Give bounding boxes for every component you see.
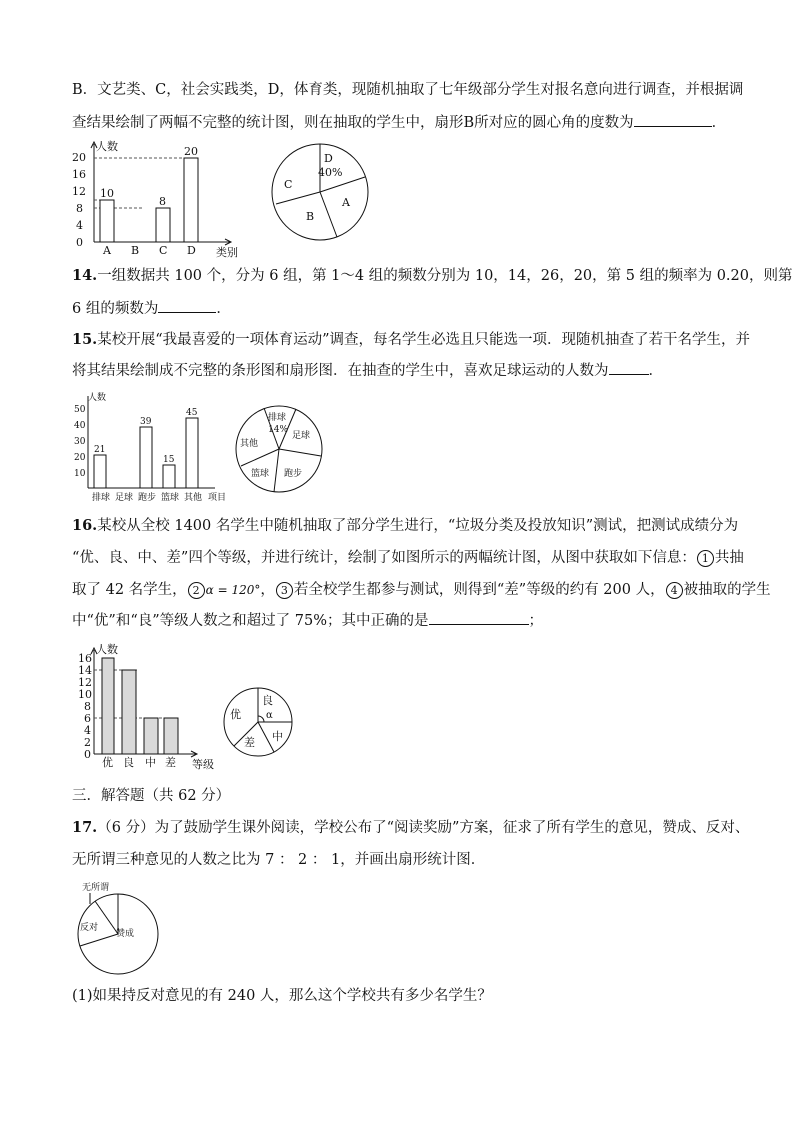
- q13-line1: B．文艺类、C，社会实践类，D，体育类，现随机抽取了七年级部分学生对报名意向进行调查，并根据调: [72, 82, 744, 98]
- q17-line2: 无所谓三种意见的人数之比为 7 ： 2 ： 1，并画出扇形统计图．: [72, 852, 486, 868]
- q16-pie-cha: 差: [244, 736, 255, 749]
- q14-line1-text: 一组数据共 100 个，分为 6 组，第 1～4 组的频数分别为 10，14，26，20，第 5 组的频率为 0.20，则第: [97, 268, 793, 284]
- q16-circle-4: 4: [666, 582, 683, 599]
- q15-ytick: 50: [74, 405, 86, 415]
- q13-pie-C: C: [284, 178, 293, 191]
- q16-line2-text: “优、良、中、差”四个等级，并进行统计，绘制了如图所示的两幅统计图，从图中获取如下信息：: [72, 550, 696, 566]
- q16-ytick: 10: [78, 688, 92, 701]
- q16-pie-zhong: 中: [272, 730, 283, 743]
- q15-xtick: 排球: [92, 493, 111, 503]
- q13-end: ．: [711, 115, 727, 131]
- q15-xtick: 其他: [184, 493, 203, 503]
- q16-bar-chart: [78, 644, 218, 772]
- q15-pie-chart: [234, 404, 324, 494]
- q15-number: 15.: [72, 331, 98, 348]
- q13-ytick: 12: [72, 185, 86, 198]
- q16-line4: [72, 610, 732, 631]
- q16-xtick: 优: [102, 756, 113, 769]
- q13-answer-blank: [634, 112, 712, 127]
- q16-ytick: 8: [84, 700, 91, 713]
- q14-line2-text: 6 组的频数为: [72, 301, 159, 317]
- q15-bar-chart: [70, 392, 240, 504]
- q17-line1-text: （6 分）为了鼓励学生课外阅读，学校公布了“阅读奖励”方案，征求了所有学生的意见，赞成、反对、: [97, 820, 750, 836]
- q16-pie-you: 优: [230, 708, 241, 721]
- q15-pie-paiqiu-pct: 14%: [268, 425, 289, 435]
- q16-ytick: 2: [84, 736, 91, 749]
- q15-bar-xlabel: 项目: [208, 493, 227, 503]
- q15-bar-paiqiu: [94, 455, 106, 488]
- q15-bar-paobu: [140, 427, 152, 488]
- q16-bar-you: [102, 658, 114, 754]
- q13-pie-chart: [270, 142, 370, 242]
- q16-bar-liang: [122, 670, 136, 754]
- q15-bar-ylabel: 人数: [88, 393, 107, 403]
- q16-pie-liang: 良: [262, 694, 273, 707]
- q14-line2: [72, 298, 732, 319]
- q17-sub1: (1)如果持反对意见的有 240 人，那么这个学校共有多少名学生？: [72, 988, 492, 1004]
- q16-end: ；: [528, 613, 543, 629]
- q16-circle-1: 1: [697, 550, 714, 567]
- q15-answer-blank: [609, 360, 649, 375]
- q16-bar-zhong: [144, 718, 158, 754]
- q15-line1: [72, 330, 751, 350]
- q17-number: 17.: [72, 819, 98, 836]
- q14-line1: [72, 266, 793, 286]
- q15-bar-qita: [186, 418, 198, 488]
- q16-xtick: 差: [165, 756, 176, 769]
- q14-answer-blank: [158, 298, 216, 313]
- q15-xtick: 跑步: [138, 493, 157, 503]
- q13-pie-D: D: [324, 152, 333, 165]
- q16-bar-cha: [164, 718, 178, 754]
- q16-line3-a: 取了 42 名学生，: [72, 582, 187, 598]
- q15-pie-qita: 其他: [240, 439, 259, 449]
- q13-ytick: 0: [76, 236, 83, 249]
- q13-pie-A: A: [342, 196, 350, 209]
- q17-pie-wusuowei: 无所谓: [82, 883, 110, 893]
- q15-bar-label: 39: [140, 417, 152, 427]
- q13-ytick: 4: [76, 219, 83, 232]
- section-heading: 三．解答题（共 62 分）: [72, 788, 231, 804]
- q13-bar-label-C: 8: [159, 195, 166, 208]
- q15-pie-zuqiu: 足球: [292, 431, 311, 441]
- q13-bar-xlabel: 类别: [216, 246, 238, 259]
- q15-bar-label: 21: [94, 445, 106, 455]
- q15-ytick: 10: [74, 469, 86, 479]
- q15-bar-label: 15: [163, 455, 175, 465]
- q15-bar-lanqiu: [163, 465, 175, 488]
- q13-bar-C: [156, 208, 170, 242]
- q13-ytick: 8: [76, 202, 83, 215]
- q16-ytick: 6: [84, 712, 91, 725]
- q16-line3: [72, 580, 771, 600]
- q13-xtick: A: [103, 244, 111, 257]
- q13-bar-A: [100, 200, 114, 242]
- q13-bar-chart: [70, 142, 250, 262]
- q16-ytick: 12: [78, 676, 92, 689]
- q13-bar-label-A: 10: [100, 187, 114, 200]
- q16-line1-text: 某校从全校 1400 名学生中随机抽取了部分学生进行，“垃圾分类及投放知识”测试，把测试成绩分为: [97, 518, 739, 534]
- q16-bar-xlabel: 等级: [192, 758, 214, 771]
- q16-ytick: 4: [84, 724, 91, 737]
- q16-xtick: 良: [123, 756, 134, 769]
- q16-line4-text: 中“优”和“良”等级人数之和超过了 75%；其中正确的是: [72, 613, 429, 629]
- q16-line1: [72, 516, 739, 536]
- q13-bar-yticks: [72, 151, 86, 249]
- q15-line2-text: 将其结果绘制成不完整的条形图和扇形图．在抽查的学生中，喜欢足球运动的人数为: [72, 363, 609, 379]
- q13-xtick: B: [131, 244, 140, 257]
- q16-ytick: 14: [78, 664, 92, 677]
- q13-line2: [72, 112, 732, 133]
- q15-pie-paobu: 跑步: [284, 469, 303, 479]
- q13-ytick: 20: [72, 151, 86, 164]
- q14-number: 14.: [72, 267, 98, 284]
- q16-ytick: 16: [78, 652, 92, 665]
- q15-ytick: 20: [74, 453, 86, 463]
- q16-bar-ylabel: 人数: [96, 643, 118, 656]
- q15-ytick: 40: [74, 421, 86, 431]
- q15-line2: [72, 360, 732, 381]
- q15-end: ．: [648, 363, 663, 379]
- q15-ytick: 30: [74, 437, 86, 447]
- q13-bar-D: [184, 158, 198, 242]
- q16-pie-chart: [222, 686, 294, 758]
- q14-end: ．: [216, 301, 231, 317]
- q13-line2-text: 查结果绘制了两幅不完整的统计图，则在抽取的学生中，扇形B所对应的圆心角的度数为: [72, 115, 634, 131]
- q15-bar-label: 45: [186, 408, 198, 418]
- q16-answer-blank: [429, 610, 529, 625]
- q16-line2: [72, 548, 744, 568]
- q16-circle-2: 2: [188, 582, 205, 599]
- q16-number: 16.: [72, 517, 98, 534]
- q17-pie-zancheng: 赞成: [116, 929, 135, 939]
- q13-xtick: D: [187, 244, 196, 257]
- q17-pie-chart: [72, 880, 172, 976]
- q15-xtick: 篮球: [161, 493, 180, 503]
- q13-ytick: 16: [72, 168, 86, 181]
- q16-line3-b: ，: [260, 582, 275, 598]
- q13-bar-ylabel: 人数: [96, 140, 118, 153]
- q13-pie-B: B: [306, 210, 315, 223]
- q17-line1: [72, 818, 750, 838]
- q15-pie-lanqiu: 篮球: [251, 469, 270, 479]
- q16-circle-3: 3: [276, 582, 293, 599]
- q15-line1-text: 某校开展“我最喜爱的一项体育运动”调查，每名学生必选且只能选一项．现随机抽查了若干名学生，并: [97, 332, 751, 348]
- q16-alpha-eq: α = 120°: [205, 583, 261, 597]
- q15-pie-paiqiu: 排球: [268, 413, 287, 423]
- q16-ytick: 0: [84, 748, 91, 761]
- q16-pie-alpha: α: [266, 710, 273, 721]
- q16-line3-c: 若全校学生都参与测试，则得到“差”等级的约有 200 人，: [293, 582, 665, 598]
- q17-pie-fandui: 反对: [80, 923, 99, 933]
- q13-pie-D-pct: 40%: [318, 166, 343, 179]
- q13-bar-label-D: 20: [184, 145, 198, 158]
- q15-xtick: 足球: [115, 493, 134, 503]
- q16-xtick: 中: [145, 756, 156, 769]
- q13-xtick: C: [159, 244, 168, 257]
- q16-line3-d: 被抽取的学生: [683, 582, 771, 598]
- q16-line2-tail: 共抽: [714, 550, 744, 566]
